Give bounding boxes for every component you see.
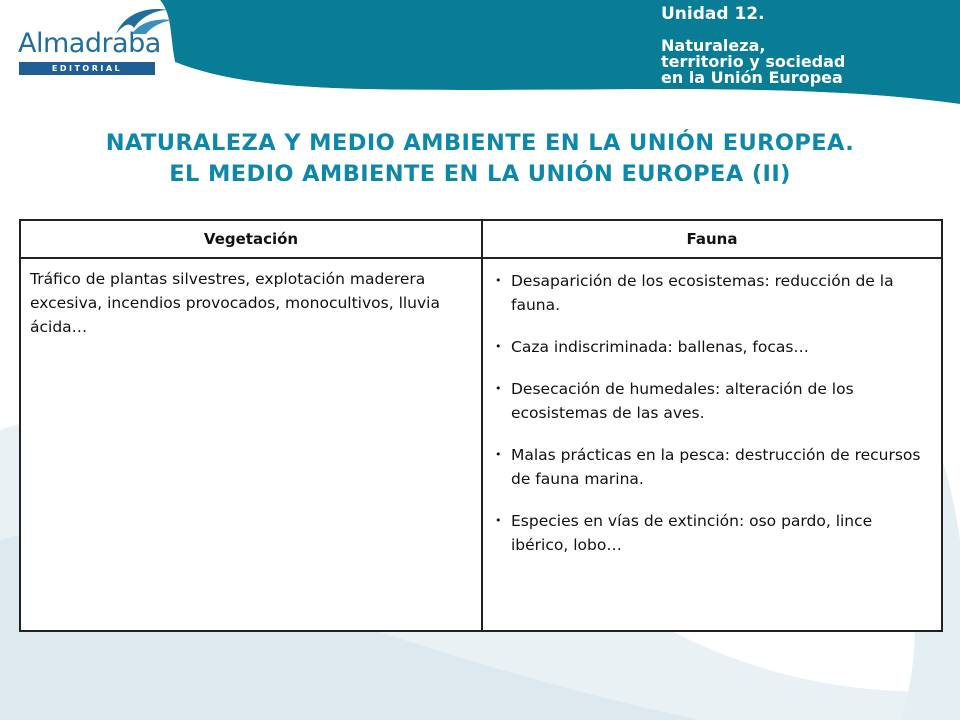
header-fauna: Fauna [482,220,942,258]
unit-heading [661,4,951,86]
bullet-icon: • [495,448,502,461]
bullet-icon: • [495,274,502,287]
page-title-line-2: EL MEDIO AMBIENTE EN LA UNIÓN EUROPEA (II) [169,161,791,187]
unit-subtitle: Naturaleza, territorio y sociedad en la Unión Europea [661,36,846,87]
list-item [493,335,931,359]
table-header-row [20,220,942,258]
bullet-icon: • [495,382,502,395]
logo-brand-text: Almadraba [18,28,161,59]
fauna-list [493,269,931,557]
bullet-icon: • [495,340,502,353]
fauna-cell [482,258,942,631]
table-row [20,258,942,631]
page-title-line-1: NATURALEZA Y MEDIO AMBIENTE EN LA UNIÓN EUROPEA. [105,130,855,156]
unit-label: Unidad 12. [661,4,765,24]
page-title [0,128,960,190]
vegetation-cell [20,258,482,631]
list-item [493,443,931,491]
logo-sub-text: EDITORIAL [19,62,155,75]
header-vegetation: Vegetación [20,220,482,258]
list-item [493,509,931,557]
almadraba-logo [18,4,161,76]
vegetation-text: Tráfico de plantas silvestres, explotación maderera excesiva, incendios provocados, monocultivos, lluvia ácida… [30,270,440,336]
list-item [493,269,931,317]
fauna-item-text: Malas prácticas en la pesca: destrucción de recursos de fauna marina. [511,446,921,488]
fauna-item-text: Caza indiscriminada: ballenas, focas… [511,338,809,356]
fauna-item-text: Especies en vías de extinción: oso pardo, lince ibérico, lobo… [511,512,873,554]
fauna-item-text: Desaparición de los ecosistemas: reducción de la fauna. [511,272,894,314]
environment-table [19,219,943,632]
bullet-icon: • [495,514,502,527]
fauna-item-text: Desecación de humedales: alteración de los ecosistemas de las aves. [511,380,854,422]
list-item [493,377,931,425]
